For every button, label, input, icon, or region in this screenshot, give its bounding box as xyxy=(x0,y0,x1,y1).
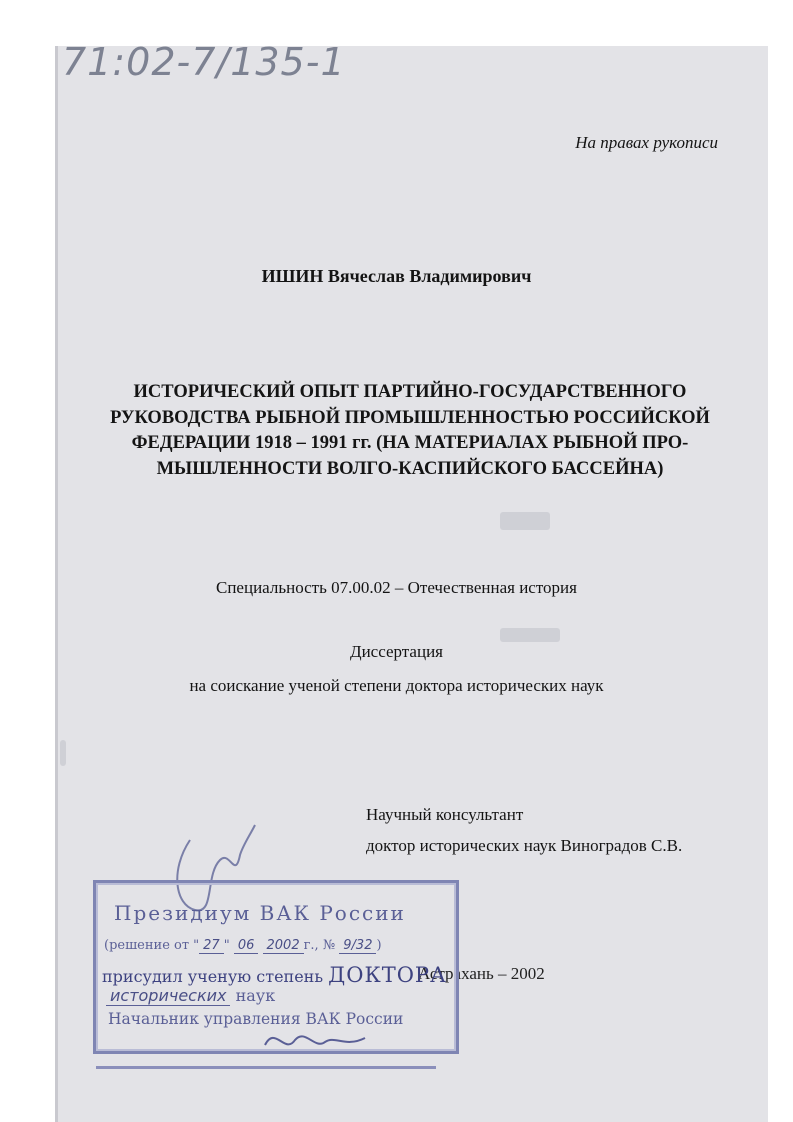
title-line: ФЕДЕРАЦИИ 1918 – 1991 гг. (НА МАТЕРИАЛАХ РЫБНОЙ ПРО- xyxy=(131,433,689,453)
dissertation-label: Диссертация xyxy=(349,642,443,661)
stamp-field-handwritten: исторических xyxy=(106,986,230,1006)
consultant-label: Научный консультант xyxy=(366,805,524,824)
rights-note: На правах рукописи xyxy=(575,133,718,152)
stamp-decision-year: 2002 xyxy=(263,938,304,954)
title-line: ИСТОРИЧЕСКИЙ ОПЫТ ПАРТИЙНО-ГОСУДАРСТВЕННОГО xyxy=(133,382,687,402)
stamp-decision-month: 06 xyxy=(234,938,259,954)
scan-speck xyxy=(500,628,560,642)
stamp-award-prefix: присудил ученую степень xyxy=(102,967,324,986)
stamp-border xyxy=(96,1066,436,1069)
dissertation-title xyxy=(90,380,730,482)
stamp-signature-icon xyxy=(260,1020,370,1060)
archive-number: 71:02-7/135-1 xyxy=(62,40,346,84)
scan-speck xyxy=(60,740,66,766)
stamp-chief: Начальник управления ВАК России xyxy=(108,1010,404,1028)
title-line: РУКОВОДСТВА РЫБНОЙ ПРОМЫШЛЕННОСТЬЮ РОССИЙСКОЙ xyxy=(110,407,710,428)
stamp-header: Президиум ВАК России xyxy=(114,901,406,925)
stamp-award xyxy=(102,963,447,987)
stamp-field xyxy=(106,986,275,1005)
scan-speck xyxy=(500,512,550,530)
author-name: ИШИН Вячеслав Владимирович xyxy=(261,266,532,286)
stamp-decision-prefix: (решение от " xyxy=(104,938,200,953)
stamp-degree: ДОКТОРА xyxy=(328,963,447,987)
city-year: Астрахань – 2002 xyxy=(418,964,545,983)
consultant-name: доктор исторических наук Виноградов С.В. xyxy=(366,836,683,855)
stamp-decision-number: 9/32 xyxy=(339,938,376,954)
stamp-decision: (решение от " 27 " 06 2002 г., № 9/32 ) xyxy=(104,938,382,953)
specialty: Специальность 07.00.02 – Отечественная история xyxy=(216,578,577,597)
dissertation-purpose: на соискание ученой степени доктора исторических наук xyxy=(189,676,604,695)
stamp-decision-day: 27 xyxy=(199,938,224,954)
stamp-field-suffix: наук xyxy=(235,986,276,1005)
title-line: МЫШЛЕННОСТИ ВОЛГО-КАСПИЙСКОГО БАССЕЙНА) xyxy=(156,458,664,479)
